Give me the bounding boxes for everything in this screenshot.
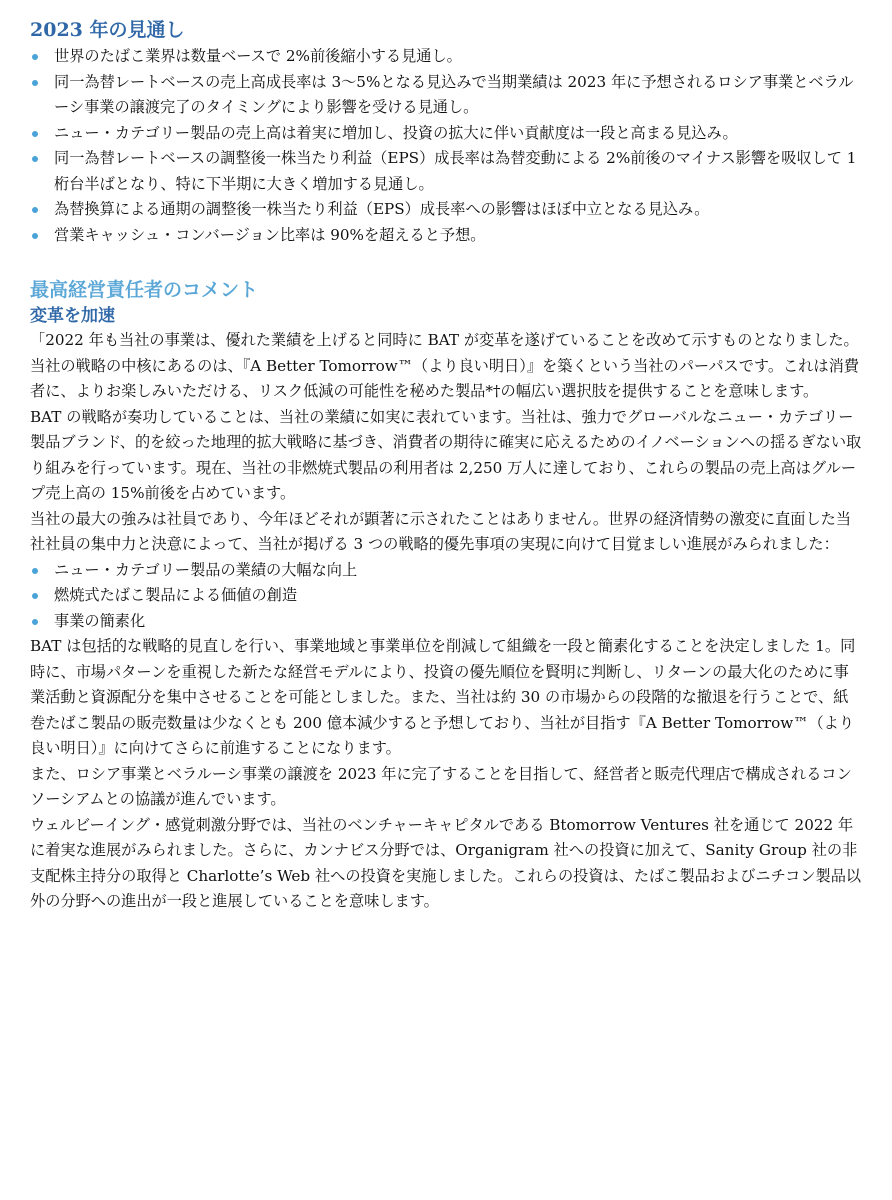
outlook-bullet: 同一為替レートベースの売上高成長率は 3～5%となる見込みで当期業績は 2023 年に予想されるロシア事業とベラルーシ事業の譲渡完了のタイミングにより影響を受ける見通し。 [30, 70, 862, 121]
outlook-bullet: 営業キャッシュ・コンバージョン比率は 90%を超えると予想。 [30, 223, 862, 249]
ceo-comment-subheading: 変革を加速 [30, 306, 115, 326]
outlook-bullet-list [30, 44, 862, 248]
ceo-paragraph: BAT は包括的な戦略的見直しを行い、事業地域と事業単位を削減して組織を一段と簡素化することを決定しました 1。同時に、市場パターンを重視した新たな経営モデルにより、投資の優先順位を賢明に判断し、リターンの最大化のために事業活動と資源配分を集中させることを可能としました。また、当社は約 30 の市場からの段階的な撤退を行うことで、紙巻たばこ製品の販売数量は少なくとも 200 億本減少すると予想しており、当社が目指す『A Better Tomorrow™（より良い明日）』に向けてさらに前進することになります。 [30, 637, 856, 757]
ceo-paragraph: 「2022 年も当社の事業は、優れた業績を上げると同時に BAT が変革を遂げていることを改めて示すものとなりました。 [30, 331, 859, 349]
ceo-comment-heading: 最高経営責任者のコメント [30, 279, 259, 301]
outlook-bullet: 為替換算による通期の調整後一株当たり利益（EPS）成長率への影響はほぼ中立となる見込み。 [30, 197, 862, 223]
priority-item: ニュー・カテゴリー製品の業績の大幅な向上 [30, 558, 862, 584]
outlook-bullet: 世界のたばこ業界は数量ベースで 2%前後縮小する見通し。 [30, 44, 862, 70]
outlook-heading: 2023 年の見通し [30, 19, 185, 41]
ceo-paragraph: 当社の戦略の中核にあるのは、『A Better Tomorrow™（より良い明日）』を築くという当社のパーパスです。これは消費者に、よりお楽しみいただける、リスク低減の可能性を秘めた製品*†の幅広い選択肢を提供することを意味します。 [30, 356, 859, 400]
strategic-priorities-list [30, 558, 862, 635]
priority-item: 燃焼式たばこ製品による価値の創造 [30, 583, 862, 609]
priority-item: 事業の簡素化 [30, 609, 862, 635]
ceo-paragraph: ウェルビーイング・感覚刺激分野では、当社のベンチャーキャピタルである Btomorrow Ventures 社を通じて 2022 年に着実な進展がみられました。さらに、カンナビス分野では、Organigram 社への投資に加えて、Sanity Group 社の非支配株主持分の取得と Charlotte’s Web 社への投資を実施しました。これらの投資は、たばこ製品およびニチコン製品以外の分野への進出が一段と進展していることを意味します。 [30, 815, 862, 910]
ceo-paragraph: BAT の戦略が奏功していることは、当社の業績に如実に表れています。当社は、強力でグローバルなニュー・カテゴリー製品ブランド、的を絞った地理的拡大戦略に基づき、消費者の期待に確実に応えるためのイノベーションへの揺るぎない取り組みを行っています。現在、当社の非燃焼式製品の利用者は 2,250 万人に達しており、これらの製品の売上高はグループ売上高の 15%前後を占めています。 [30, 407, 862, 502]
outlook-bullet: ニュー・カテゴリー製品の売上高は着実に増加し、投資の拡大に伴い貢献度は一段と高まる見込み。 [30, 121, 862, 147]
outlook-bullet: 同一為替レートベースの調整後一株当たり利益（EPS）成長率は為替変動による 2%前後のマイナス影響を吸収して 1 桁台半ばとなり、特に下半期に大きく増加する見通し。 [30, 146, 862, 197]
ceo-paragraph: また、ロシア事業とベラルーシ事業の譲渡を 2023 年に完了することを目指して、経営者と販売代理店で構成されるコンソーシアムとの協議が進んでいます。 [30, 764, 852, 808]
ceo-paragraph: 当社の最大の強みは社員であり、今年ほどそれが顕著に示されたことはありません。世界の経済情勢の激変に直面した当社社員の集中力と決意によって、当社が掲げる 3 つの戦略的優先事項の実現に向けて目覚ましい進展がみられました： [30, 509, 852, 553]
